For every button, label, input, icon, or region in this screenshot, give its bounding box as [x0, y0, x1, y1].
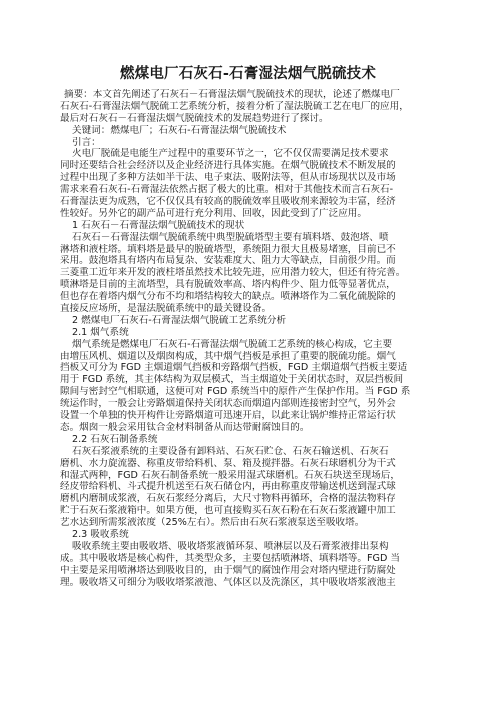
document-body: [60, 89, 438, 588]
text-line: 由增压风机、烟道以及烟囱构成，其中烟气挡板是承担了重要的脱硫功能。烟气: [60, 350, 396, 362]
text-line: 引言：: [72, 136, 101, 148]
text-line: 需求来看石灰石-石膏湿法依然占据了极大的比重。相对于其他技术而言石灰石-: [60, 184, 394, 196]
text-line: 关键词：燃煤电厂；石灰石-石膏湿法烟气脱硫技术: [72, 124, 287, 136]
text-line: 火电厂脱硫是电能生产过程中的重要环节之一，它不仅仅需要满足技术要求: [72, 148, 389, 160]
text-line: 淋塔和液柱塔。填料塔是最早的脱硫塔型，系统阻力很大且极易堵塞，目前已不: [60, 243, 396, 255]
text-line: 理。吸收塔又可细分为吸收塔浆液池、气体区以及洗涤区，其中吸收塔浆液池主: [60, 576, 396, 588]
text-line: 石灰石－石膏湿法烟气脱硫系统中典型脱硫塔型主要有填料塔、鼓泡塔、喷: [72, 231, 389, 243]
text-line: 摘要：本文首先阐述了石灰石－石膏湿法烟气脱硫技术的现状，论述了燃煤电厂: [64, 89, 400, 100]
text-line: 成。其中吸收塔是核心构件，其类型众多，主要包括喷淋塔、填料塔等。FGD 当: [60, 552, 400, 564]
text-line: 隙间与密封空气相联通，这便可对 FGD 系统当中的原件产生保护作用。当 FGD 系: [60, 386, 411, 398]
text-line: 过程中出现了多种方法如半干法、电子束法、吸附法等，但从市场现状以及市场: [60, 172, 396, 184]
text-line: 2.1 烟气系统: [72, 326, 129, 338]
text-line: 同时还要结合社会经济以及企业经济进行具体实施。在烟气脱硫技术不断发展的: [60, 160, 396, 172]
text-line: 中主要是采用喷淋塔达到吸收目的，由于烟气的腐蚀作用会对塔内壁进行防腐处: [60, 564, 396, 576]
text-line: 2.3 吸收系统: [72, 528, 129, 540]
text-line: 2.2 石灰石制备系统: [72, 433, 158, 445]
text-line: 最后对石灰石－石膏湿法烟气脱硫技术的发展趋势进行了探讨。: [60, 112, 329, 124]
text-line: 态。烟囱一般会采用钛合金材料制备从而达带耐腐蚀目的。: [60, 421, 310, 433]
text-line: 艺水达到所需浆液浓度（25%左右）。然后由石灰石浆液泵送至吸收塔。: [60, 517, 365, 529]
text-line: 烟气系统是燃煤电厂石灰石-石膏湿法烟气脱硫工艺系统的核心构成，它主要: [72, 338, 393, 350]
text-line: 三菱重工近年来开发的液柱塔虽然技术比较先进，应用潜力较大，但还有待完善。: [60, 267, 406, 279]
text-line: 性较好。另外它的副产品可进行充分利用、回收，因此受到了广泛应用。: [60, 207, 367, 219]
text-line: 用于 FGD 系统，其主体结构为双层模式，当主烟道处于关闭状态时，双层挡板间: [60, 374, 404, 386]
text-line: 2 燃煤电厂石灰石-石膏湿法烟气脱硫工艺系统分析: [72, 314, 287, 326]
text-line: 石灰石-石膏湿法烟气脱硫工艺系统分析，接着分析了湿法脱硫工艺在电厂的应用，: [60, 100, 409, 112]
text-line: 经皮带给料机、斗式提升机送至石灰石储仓内，再由称重皮带输送机送到湿式球: [60, 481, 396, 493]
text-line: 磨机内磨制成浆液，石灰石浆经分离后，大尺寸物料再循环，合格的湿法物料存: [60, 493, 396, 505]
text-line: 喷淋塔是目前的主流塔型，具有脱硫效率高、塔内构件少、阻力低等显著优点，: [60, 279, 396, 291]
text-line: 石灰石浆液系统的主要设备有卸料站、石灰石贮仓、石灰石输送机、石灰石: [72, 445, 389, 457]
text-line: 统运作时，一般会让旁路烟道保持关闭状态而烟道内部则连接密封空气，另外会: [60, 398, 396, 410]
text-line: 挡板又可分为 FGD 主烟道烟气挡板和旁路烟气挡板，FGD 主烟道烟气挡板主要适: [60, 362, 408, 374]
text-line: 设置一个单独的快开构件让旁路烟道可迅速开启，以此来让锅炉维持正常运行状: [60, 410, 396, 422]
text-line: 1 石灰石－石膏湿法烟气脱硫技术的现状: [72, 219, 245, 231]
text-line: 采用。鼓泡塔具有塔内布局复杂、安装难度大、阻力大等缺点，目前很少用。而: [60, 255, 396, 267]
text-line: 直接反应场所，是湿法脱硫系统中的最关键设备。: [60, 303, 272, 315]
text-line: 石膏湿法更为成熟，它不仅仅具有较高的脱硫效率且吸收剂来源较为丰富，经济: [60, 196, 396, 208]
text-line: 磨机、水力旋流器、称重皮带给料机、泵、箱及搅拌器。石灰石球磨机分为干式: [60, 457, 396, 469]
text-line: 但也存在着塔内烟气分布不均和塔结构较大的缺点。喷淋塔作为二氧化硫脱除的: [60, 291, 396, 303]
text-line: 贮于石灰石浆液箱中。如果方便，也可直接购买石灰石粉在石灰石浆液罐中加工: [60, 505, 396, 517]
text-line: 吸收系统主要由吸收塔、吸收塔浆液循环泵、喷淋层以及石膏浆液排出泵构: [72, 540, 389, 552]
text-line: 和湿式两种，FGD 石灰石制备系统一般采用湿式球磨机。石灰石块送至现场后，: [60, 469, 400, 481]
document-title: 燃煤电厂石灰石-石膏湿法烟气脱硫技术: [119, 66, 377, 82]
